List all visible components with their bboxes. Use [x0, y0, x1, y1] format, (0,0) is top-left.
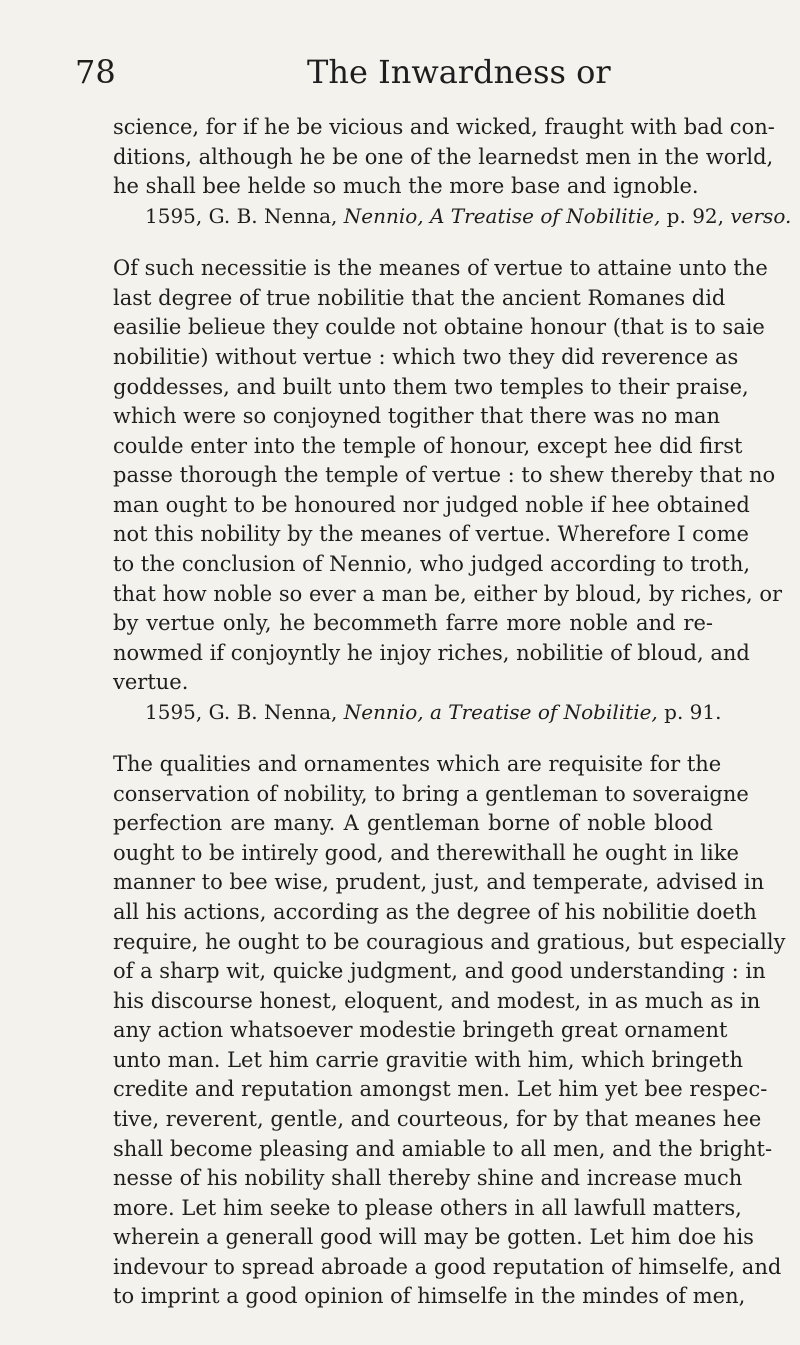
text-line: to imprint a good opinion of himselfe in the mindes of men, [113, 1284, 746, 1308]
text-line: ought to be intirely good, and therewithall he ought in like [113, 841, 739, 865]
text-line: unto man. Let him carrie gravitie with him, which bringeth [113, 1048, 744, 1072]
text-line: of a sharp wit, quicke judgment, and good understanding : in [113, 959, 766, 983]
text-line: easilie belieue they coulde not obtaine honour (that is to saie [113, 315, 765, 339]
citation-verso: verso. [730, 204, 792, 228]
citation [113, 200, 792, 233]
text-line: passe thorough the temple of vertue : to shew thereby that no [113, 463, 776, 487]
text-line: tive, reverent, gentle, and courteous, for by that meanes hee [113, 1107, 762, 1131]
citation-title: Nennio, A Treatise of Nobilitie, [343, 204, 661, 228]
text-line: nowmed if conjoyntly he injoy riches, nobilitie of bloud, and [113, 641, 750, 665]
text-line: that how noble so ever a man be, either by bloud, by riches, or [113, 582, 783, 606]
text-line: to the conclusion of Nennio, who judged according to troth, [113, 552, 751, 576]
text-line: he shall bee helde so much the more base and ignoble. [113, 174, 699, 198]
text-line: science, for if he be vicious and wicked, fraught with bad con- [113, 115, 775, 139]
text-line: coulde enter into the temple of honour, except hee did first [113, 434, 743, 458]
citation-page: p. 92, [660, 204, 731, 228]
text-line: conservation of nobility, to bring a gentleman to soveraigne [113, 782, 749, 806]
page-header [75, 46, 715, 98]
text-line: manner to bee wise, prudent, just, and temperate, advised in [113, 870, 765, 894]
text-line: shall become pleasing and amiable to all men, and the bright- [113, 1137, 773, 1161]
citation [113, 696, 753, 729]
text-line: nobilitie) without vertue : which two they did reverence as [113, 345, 739, 369]
text-line: Of such necessitie is the meanes of vertue to attaine unto the [113, 256, 768, 280]
running-title: The Inwardness or [307, 53, 611, 91]
text-line: nesse of his nobility shall thereby shine and increase much [113, 1166, 743, 1190]
text-line: more. Let him seeke to please others in all lawfull matters, [113, 1196, 742, 1220]
text-line: require, he ought to be couragious and gratious, but especially [113, 930, 786, 954]
text-line: indevour to spread abroade a good reputation of himselfe, and [113, 1255, 782, 1279]
citation-prefix: 1595, G. B. Nenna, [145, 204, 344, 228]
text-line: wherein a generall good will may be gotten. Let him doe his [113, 1225, 754, 1249]
text-line: which were so conjoyned togither that there was no man [113, 404, 721, 428]
text-line: by vertue only, he becommeth farre more noble and re- [113, 611, 713, 635]
text-line: The qualities and ornamentes which are requisite for the [113, 752, 722, 776]
text-line: last degree of true nobilitie that the ancient Romanes did [113, 286, 726, 310]
text-line: any action whatsoever modestie bringeth great ornament [113, 1018, 728, 1042]
text-line: all his actions, according as the degree of his nobilitie doeth [113, 900, 757, 924]
text-line: ditions, although he be one of the learnedst men in the world, [113, 145, 774, 169]
text-line: perfection are many. A gentleman borne of noble blood [113, 811, 713, 835]
text-line: credite and reputation amongst men. Let him yet bee respec- [113, 1077, 768, 1101]
citation-title: Nennio, a Treatise of Nobilitie, [343, 700, 658, 724]
text-line: man ought to be honoured nor judged noble if hee obtained [113, 493, 750, 517]
page-number: 78 [75, 53, 116, 91]
text-line: vertue. [113, 670, 189, 694]
citation-prefix: 1595, G. B. Nenna, [145, 700, 344, 724]
citation-page: p. 91. [657, 700, 722, 724]
text-line: his discourse honest, eloquent, and modest, in as much as in [113, 989, 761, 1013]
text-line: not this nobility by the meanes of vertue. Wherefore I come [113, 522, 749, 546]
text-line: goddesses, and built unto them two temples to their praise, [113, 375, 749, 399]
